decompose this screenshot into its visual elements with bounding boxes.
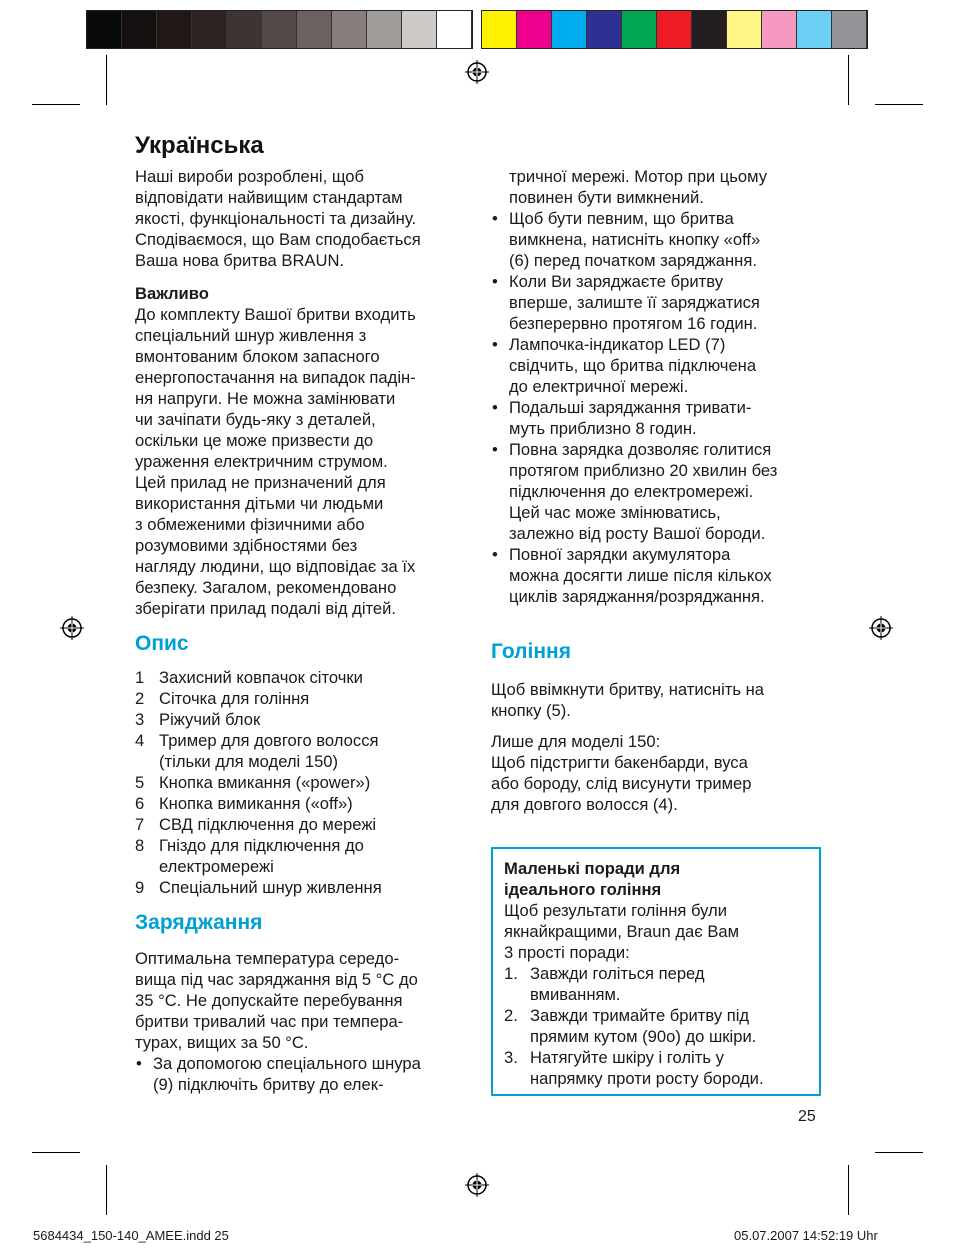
text-line: чи зачіпати будь-яку з деталей, bbox=[135, 410, 376, 429]
crop-mark bbox=[875, 1152, 923, 1153]
item-number: 7 bbox=[135, 815, 145, 834]
text-line: Ваша нова бритва BRAUN. bbox=[135, 251, 345, 270]
text-line: з обмеженими фізичними або bbox=[135, 515, 365, 534]
color-swatch bbox=[762, 11, 797, 48]
item-number: 5 bbox=[135, 773, 145, 792]
color-swatch bbox=[227, 11, 262, 48]
text-line: ідеального гоління bbox=[504, 880, 662, 899]
text-line: протягом приблизно 20 хвилин без bbox=[509, 461, 778, 480]
list-item bbox=[135, 793, 465, 814]
text-line: відповідати найвищим стандартам bbox=[135, 188, 403, 207]
color-swatch bbox=[87, 11, 122, 48]
crop-mark bbox=[848, 1165, 849, 1215]
text-line: залежно від росту Вашої бороди. bbox=[509, 524, 766, 543]
color-swatch bbox=[482, 11, 517, 48]
continued-text bbox=[491, 166, 821, 208]
color-swatch bbox=[402, 11, 437, 48]
text-line: тричної мережі. Мотор при цьому bbox=[509, 167, 767, 186]
text-line: Кнопка вмикання («power») bbox=[159, 773, 371, 792]
color-swatch bbox=[832, 11, 867, 48]
list-item bbox=[135, 835, 465, 877]
text-line: ня напруги. Не можна замінювати bbox=[135, 389, 396, 408]
text-line: повинен бути вимкнений. bbox=[509, 188, 704, 207]
text-line: оскільки це може призвести до bbox=[135, 431, 374, 450]
item-number: 6 bbox=[135, 794, 145, 813]
text-line: • Повна зарядка дозволяє голитися bbox=[509, 440, 772, 459]
text-line: турах, вищих за 50 °C. bbox=[135, 1033, 309, 1052]
text-line: Цей час може змінюватись, bbox=[509, 503, 721, 522]
list-item bbox=[504, 1047, 819, 1089]
text-line: можна досягти лише після кількох bbox=[509, 566, 772, 585]
color-swatch bbox=[122, 11, 157, 48]
color-swatch bbox=[157, 11, 192, 48]
page-title: Українська bbox=[135, 132, 264, 159]
item-number: 3. bbox=[504, 1048, 518, 1067]
text-line: нагляду людини, що відповідає за їх bbox=[135, 557, 416, 576]
tips-list bbox=[504, 963, 819, 1089]
description-heading: Опис bbox=[135, 632, 189, 655]
text-line: 35 °C. Не допускайте перебування bbox=[135, 991, 403, 1010]
crop-mark bbox=[875, 104, 923, 105]
list-item bbox=[135, 730, 465, 772]
text-line: Оптимальна температура середо- bbox=[135, 949, 400, 968]
footer-datetime: 05.07.2007 14:52:19 Uhr bbox=[734, 1228, 878, 1243]
list-item bbox=[504, 1005, 819, 1047]
item-number: 9 bbox=[135, 878, 145, 897]
parts-list bbox=[135, 667, 465, 898]
crop-mark bbox=[848, 55, 849, 105]
text-line: • Подальші заряджання тривати- bbox=[509, 398, 752, 417]
registration-mark-icon bbox=[60, 616, 84, 640]
list-item bbox=[491, 334, 821, 397]
footer-filename: 5684434_150-140_AMEE.indd 25 bbox=[33, 1228, 229, 1243]
text-line: • За допомогою спеціального шнура bbox=[153, 1054, 421, 1073]
text-line: вимкнена, натисніть кнопку «off» bbox=[509, 230, 761, 249]
right-column bbox=[491, 166, 821, 815]
text-line: муть приблизно 8 годин. bbox=[509, 419, 697, 438]
color-swatch bbox=[332, 11, 367, 48]
model-150-paragraph bbox=[491, 731, 821, 815]
text-line: Тример для довгого волосся bbox=[159, 731, 379, 750]
list-item bbox=[504, 963, 819, 1005]
text-line: • Лампочка-індикатор LED (7) bbox=[509, 335, 726, 354]
intro-paragraph bbox=[135, 166, 465, 271]
text-line: якості, функціональності та дизайну. bbox=[135, 209, 417, 228]
text-line: Наші вироби розроблені, щоб bbox=[135, 167, 365, 186]
registration-mark-icon bbox=[465, 1173, 489, 1197]
list-item bbox=[491, 439, 821, 544]
item-number: 1 bbox=[135, 668, 145, 687]
text-line: електромережі bbox=[159, 857, 274, 876]
item-number: 2 bbox=[135, 689, 145, 708]
text-line: до електричної мережі. bbox=[509, 377, 689, 396]
shaving-paragraph bbox=[491, 679, 821, 721]
text-line: циклів заряджання/розряджання. bbox=[509, 587, 765, 606]
text-line: 3 прості поради: bbox=[504, 943, 630, 962]
list-item bbox=[135, 709, 465, 730]
color-swatch bbox=[192, 11, 227, 48]
text-line: свідчить, що бритва підключена bbox=[509, 356, 757, 375]
color-swatch bbox=[797, 11, 832, 48]
text-line: СВД підключення до мережі bbox=[159, 815, 377, 834]
text-line: Натягуйте шкіру і голіть у bbox=[530, 1048, 724, 1067]
color-swatch bbox=[692, 11, 727, 48]
text-line: Гніздо для підключення до bbox=[159, 836, 364, 855]
important-heading: Важливо bbox=[135, 284, 209, 303]
text-line: (9) підключіть бритву до елек- bbox=[153, 1075, 384, 1094]
text-line: напрямку проти росту бороди. bbox=[530, 1069, 764, 1088]
color-swatch bbox=[297, 11, 332, 48]
text-line: підключення до електромережі. bbox=[509, 482, 754, 501]
crop-mark bbox=[32, 104, 80, 105]
color-swatch bbox=[437, 11, 472, 48]
item-number: 1. bbox=[504, 964, 518, 983]
important-paragraph bbox=[135, 304, 465, 619]
tips-box bbox=[491, 847, 821, 1096]
color-swatch bbox=[517, 11, 552, 48]
tips-heading bbox=[504, 858, 819, 900]
list-item bbox=[135, 688, 465, 709]
list-item bbox=[491, 544, 821, 607]
color-swatch bbox=[727, 11, 762, 48]
color-swatch bbox=[262, 11, 297, 48]
list-item bbox=[491, 271, 821, 334]
list-item bbox=[135, 1053, 465, 1095]
text-line: (тільки для моделі 150) bbox=[159, 752, 339, 771]
text-line: якнайкращими, Braun дає Вам bbox=[504, 922, 740, 941]
text-line: або бороду, слід висунути тример bbox=[491, 774, 752, 793]
crop-mark bbox=[106, 55, 107, 105]
tips-intro bbox=[504, 900, 819, 963]
text-line: (6) перед початком заряджання. bbox=[509, 251, 757, 270]
text-line: вмиванням. bbox=[530, 985, 621, 1004]
registration-mark-icon bbox=[465, 60, 489, 84]
text-line: Захисний ковпачок сіточки bbox=[159, 668, 363, 687]
list-item bbox=[491, 208, 821, 271]
text-line: ураження електричним струмом. bbox=[135, 452, 388, 471]
text-line: прямим кутом (90o) до шкіри. bbox=[530, 1027, 757, 1046]
color-swatch bbox=[587, 11, 622, 48]
text-line: розумовими здібностями без bbox=[135, 536, 358, 555]
list-item bbox=[135, 814, 465, 835]
grayscale-calibration-bar bbox=[86, 10, 473, 49]
charging-heading: Заряджання bbox=[135, 911, 263, 934]
text-line: безперервно протягом 16 годин. bbox=[509, 314, 758, 333]
text-line: Цей прилад не призначений для bbox=[135, 473, 386, 492]
text-line: кнопку (5). bbox=[491, 701, 571, 720]
color-swatch bbox=[657, 11, 692, 48]
page-number: 25 bbox=[798, 1108, 816, 1125]
item-number: 8 bbox=[135, 836, 145, 855]
text-line: • Повної зарядки акумулятора bbox=[509, 545, 731, 564]
text-line: вища під час заряджання від 5 °C до bbox=[135, 970, 418, 989]
text-line: спеціальний шнур живлення з bbox=[135, 326, 367, 345]
text-line: вмонтованим блоком запасного bbox=[135, 347, 380, 366]
text-line: Щоб ввімкнути бритву, натисніть на bbox=[491, 680, 765, 699]
item-number: 2. bbox=[504, 1006, 518, 1025]
shaving-heading: Гоління bbox=[491, 640, 571, 663]
text-line: бритви тривалий час при темпера- bbox=[135, 1012, 404, 1031]
list-item bbox=[135, 877, 465, 898]
registration-mark-icon bbox=[869, 616, 893, 640]
charging-paragraph bbox=[135, 948, 465, 1053]
item-number: 4 bbox=[135, 731, 145, 750]
list-item bbox=[491, 397, 821, 439]
text-line: вперше, залиште її заряджатися bbox=[509, 293, 760, 312]
left-column bbox=[135, 132, 465, 1095]
crop-mark bbox=[106, 1165, 107, 1215]
text-line: безпеку. Загалом, рекомендовано bbox=[135, 578, 397, 597]
text-line: Завжди тримайте бритву під bbox=[530, 1006, 750, 1025]
color-calibration-bar bbox=[481, 10, 868, 49]
text-line: використання дітьми чи людьми bbox=[135, 494, 384, 513]
text-line: Маленькі поради для bbox=[504, 859, 681, 878]
text-line: Лише для моделі 150: bbox=[491, 732, 661, 751]
color-swatch bbox=[552, 11, 587, 48]
text-line: Кнопка вимикання («off») bbox=[159, 794, 353, 813]
text-line: для довгого волосся (4). bbox=[491, 795, 678, 814]
crop-mark bbox=[32, 1152, 80, 1153]
list-item bbox=[135, 772, 465, 793]
text-line: До комплекту Вашої бритви входить bbox=[135, 305, 416, 324]
text-line: • Коли Ви заряджаєте бритву bbox=[509, 272, 723, 291]
text-line: зберігати прилад подалі від дітей. bbox=[135, 599, 397, 618]
color-swatch bbox=[622, 11, 657, 48]
text-line: Спеціальний шнур живлення bbox=[159, 878, 382, 897]
text-line: Ріжучий блок bbox=[159, 710, 261, 729]
text-line: Сподіваємося, що Вам сподобається bbox=[135, 230, 421, 249]
charging-list bbox=[135, 1053, 465, 1095]
text-line: • Щоб бути певним, що бритва bbox=[509, 209, 734, 228]
text-line: Щоб результати гоління були bbox=[504, 901, 728, 920]
list-item bbox=[135, 667, 465, 688]
item-number: 3 bbox=[135, 710, 145, 729]
text-line: Завжди голіться перед bbox=[530, 964, 705, 983]
color-swatch bbox=[367, 11, 402, 48]
text-line: Сіточка для гоління bbox=[159, 689, 310, 708]
text-line: енергопостачання на випадок падін- bbox=[135, 368, 416, 387]
charging-list-continued bbox=[491, 208, 821, 607]
text-line: Щоб підстригти бакенбарди, вуса bbox=[491, 753, 748, 772]
